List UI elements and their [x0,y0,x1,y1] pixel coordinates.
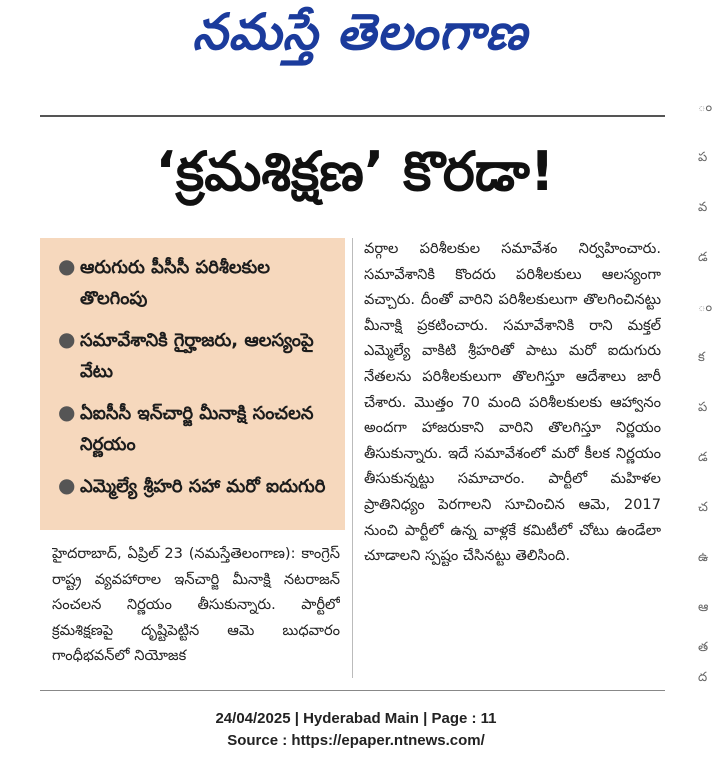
edge-letter: డ [698,250,708,265]
edge-letter: ప [698,400,708,415]
highlight-item [58,325,335,387]
source-link[interactable]: Source : https://epaper.ntnews.com/ [227,732,485,749]
article-lead-paragraph: హైదరాబాద్, ఏప్రిల్ 23 (నమస్తేతెలంగాణ): కాంగ్రెస్ రాష్ట్ర వ్యవహారాల ఇన్‌చార్జి మీనాక్షి నటరాజన్ సంచలన నిర్ణయం తీసుకున్నారు. పార్టీలో క్రమశిక్షణపై దృష్టిపెట్టిన ఆమె బుధవారం గాంధీభవన్‌లో నియోజక [52,545,340,665]
bottom-divider [40,690,665,691]
highlight-text: ఆరుగురు పీసీసీ పరిశీలకుల తొలగింపు [80,257,271,309]
highlights-box [40,238,345,530]
article-headline: ‘క్రమశిక్షణ’ కొరడా! [155,139,555,203]
edge-letter: ం [698,300,712,315]
newspaper-masthead: నమస్తే తెలంగాణ [192,2,528,61]
highlight-text: ఏఐసీసీ ఇన్‌చార్జి మీనాక్షి సంచలన నిర్ణయం [80,403,314,455]
edition-info: 24/04/2025 | Hyderabad Main | Page : 11 [215,710,497,727]
top-divider [40,115,665,117]
edge-letter: త [698,640,709,655]
edge-letter: ప [698,150,708,165]
edge-letter: ం [698,100,712,115]
edge-letter: క [698,350,705,365]
bullet-icon: ● [58,254,76,278]
bullet-icon: ● [58,473,76,497]
highlight-item [58,252,335,314]
bullet-icon: ● [58,327,76,351]
edge-letter: ఉ [698,550,709,565]
edge-letter: వ [698,200,708,215]
edge-letter: డ [698,450,708,465]
edition-footer [0,708,712,752]
column-divider [352,238,353,678]
edge-letter: చ [698,500,708,515]
edge-letter: ఆ [698,600,709,615]
highlight-text: ఎమ్మెల్యే శ్రీహరి సహా మరో ఐదుగురి [80,476,326,497]
edge-letter: ద [698,670,708,685]
highlight-item [58,398,335,460]
highlight-item [58,471,335,502]
article-continuation-paragraph: వర్గాల పరిశీలకుల సమావేశం నిర్వహించారు. సమావేశానికి కొందరు పరిశీలకులు ఆలస్యంగా వచ్చారు. దీంతో వారిని పరిశీలకులుగా తొలగించినట్టు మీనాక్షి ప్రకటించారు. సమావేశానికి రాని మక్తల్ ఎమ్మెల్యే వాకిటి శ్రీహరితో పాటు మరో ఐదుగురు నేతలను పరిశీలకులుగా తొలగిస్తూ ఆదేశాలు జారీ చేశారు. మొత్తం 70 మంది పరిశీలకులకు ఆహ్వానం అందగా హాజరుకాని వారిని తొలగిస్తూ నిర్ణయం తీసుకున్నారు. ఇదే సమావేశంలో మరో కీలక నిర్ణయం తీసుకున్నట్టు సమాచారం. పార్టీలో మహిళల ప్రాతినిధ్యం పెరగాలని సూచించిన ఆమె, 2017 నుంచి పార్టీలో ఉన్న వాళ్లకే కమిటీలో చోటు ఉండేలా చూడాలని స్పష్టం చేసినట్టు తెలిసింది. [364,240,661,565]
bullet-icon: ● [58,400,76,424]
highlight-text: సమావేశానికి గైర్హాజరు, ఆలస్యంపై వేటు [80,330,314,382]
